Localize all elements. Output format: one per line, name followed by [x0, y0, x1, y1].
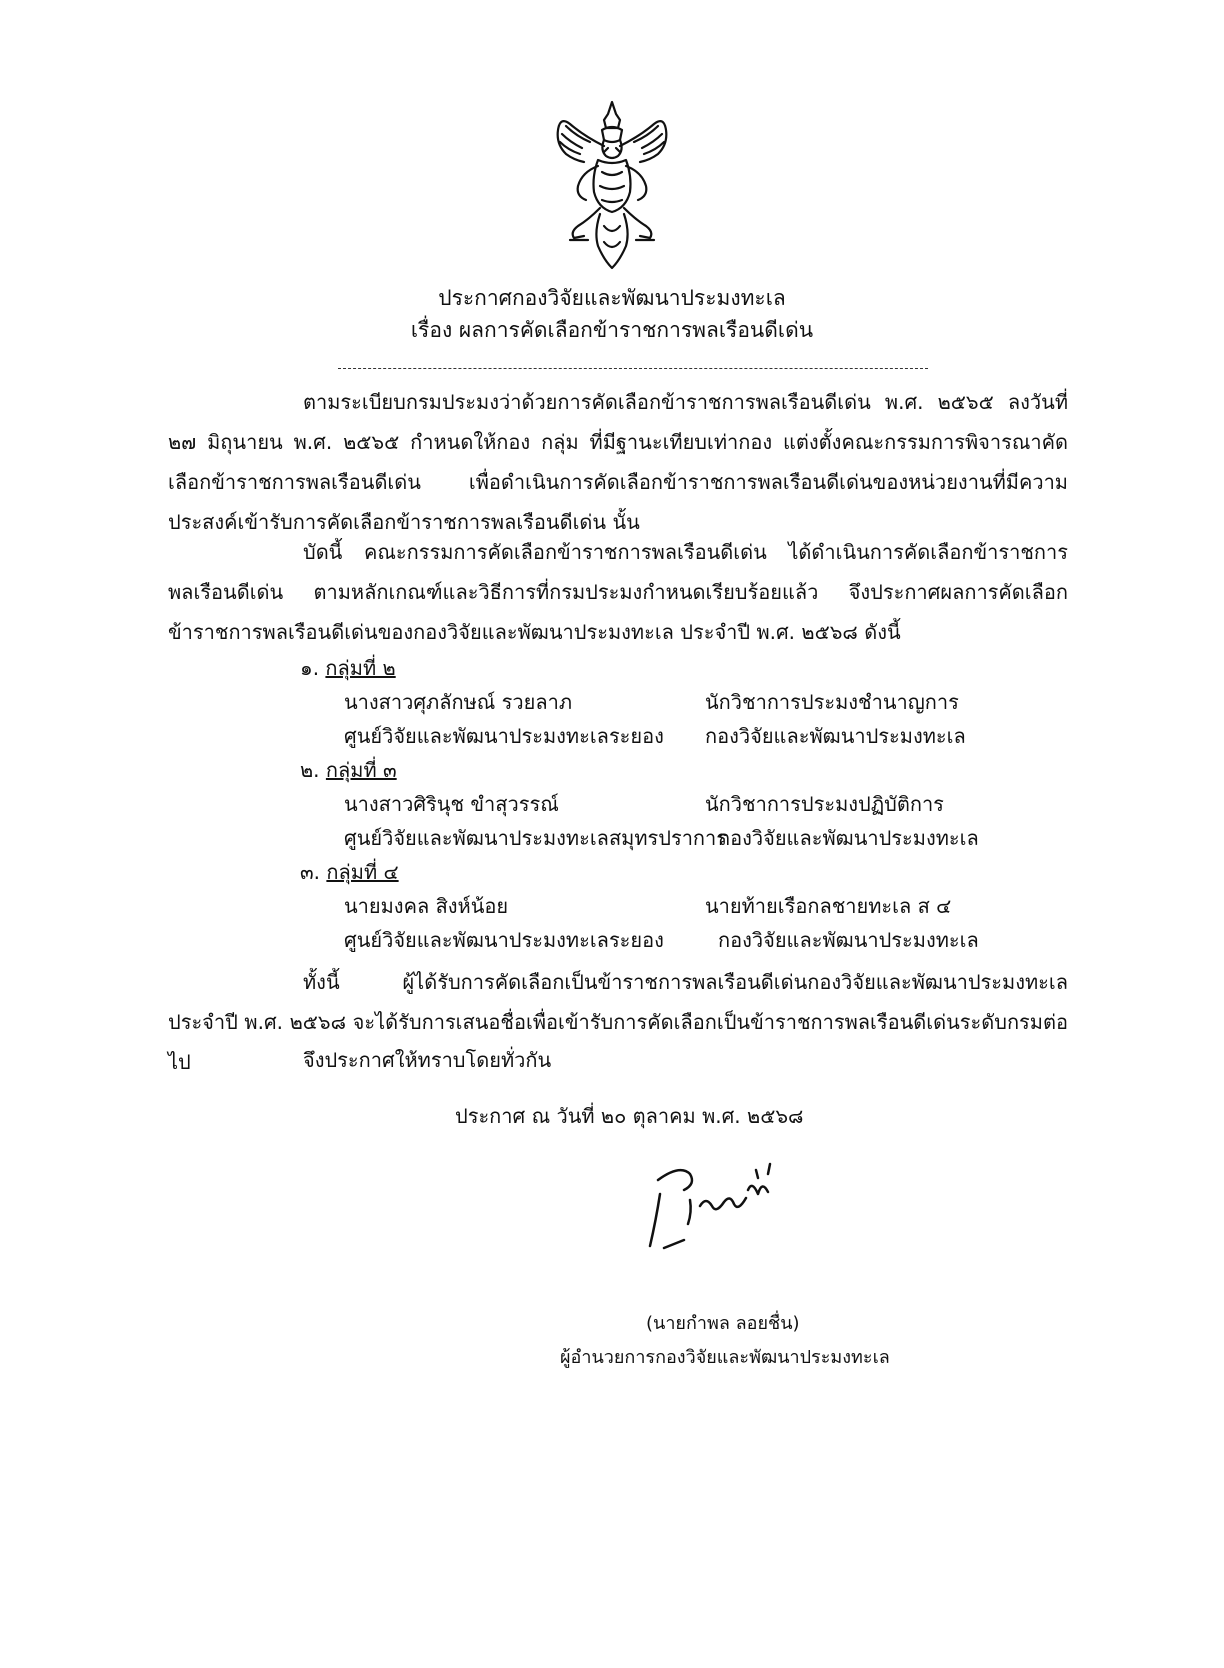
- group-1-name: นางสาวศุภลักษณ์ รวยลาภ: [344, 690, 573, 714]
- announcement-date: ประกาศ ณ วันที่ ๒๐ ตุลาคม พ.ศ. ๒๕๖๘: [455, 1104, 804, 1128]
- group-3-unit: ศูนย์วิจัยและพัฒนาประมงทะเลระยอง: [344, 928, 664, 952]
- group-3-name: นายมงคล สิงห์น้อย: [344, 894, 509, 918]
- group-1-position: นักวิชาการประมงชำนาญการ: [705, 690, 959, 714]
- paragraph-3: ทั้งนี้ ผู้ได้รับการคัดเลือกเป็นข้าราชการพลเรือนดีเด่นกองวิจัยและพัฒนาประมงทะเล ประจำปี พ.ศ. ๒๕๖๘ จะได้รับการเสนอชื่อเพื่อเข้ารับการคัดเลือกเป็นข้าราชการพลเรือนดีเด่นระดับกรมต่อไป: [168, 970, 1068, 1074]
- group-2-name: นางสาวศิรินุช ขำสุวรรณ์: [344, 792, 559, 816]
- group-3-division: กองวิจัยและพัฒนาประมงทะเล: [718, 928, 979, 952]
- group-1-heading: ๑. กลุ่มที่ ๒: [300, 656, 396, 680]
- group-3-position: นายท้ายเรือกลชายทะเล ส ๔: [705, 894, 952, 918]
- closing-statement: จึงประกาศให้ทราบโดยทั่วกัน: [303, 1048, 552, 1072]
- group-1-division: กองวิจัยและพัฒนาประมงทะเล: [705, 724, 966, 748]
- group-2-unit: ศูนย์วิจัยและพัฒนาประมงทะเลสมุทรปราการ: [344, 826, 728, 850]
- paragraph-2: บัดนี้ คณะกรรมการคัดเลือกข้าราชการพลเรือนดีเด่น ได้ดำเนินการคัดเลือกข้าราชการพลเรือนดีเด่น ตามหลักเกณฑ์และวิธีการที่กรมประมงกำหนดเรียบร้อยแล้ว จึงประกาศผลการคัดเลือกข้าราชการพลเรือนดีเด่นของกองวิจัยและพัฒนาประมงทะเล ประจำปี พ.ศ. ๒๕๖๘ ดังนี้: [168, 540, 1068, 644]
- group-3-heading: ๓. กลุ่มที่ ๔: [300, 860, 399, 884]
- separator-line: [338, 368, 928, 369]
- group-2-heading: ๒. กลุ่มที่ ๓: [300, 758, 397, 782]
- signer-name: (นายกำพล ลอยชื่น): [646, 1313, 800, 1334]
- announcement-subject: เรื่อง ผลการคัดเลือกข้าราชการพลเรือนดีเด่น: [410, 318, 814, 342]
- paragraph-1: ตามระเบียบกรมประมงว่าด้วยการคัดเลือกข้าราชการพลเรือนดีเด่น พ.ศ. ๒๕๖๕ ลงวันที่ ๒๗ มิถุนายน พ.ศ. ๒๕๖๕ กำหนดให้กอง กลุ่ม ที่มีฐานะเทียบเท่ากอง แต่งตั้งคณะกรรมการพิจารณาคัดเลือกข้าราชการพลเรือนดีเด่น เพื่อดำเนินการคัดเลือกข้าราชการพลเรือนดีเด่นของหน่วยงานที่มีความประสงค์เข้ารับการคัดเลือกข้าราชการพลเรือนดีเด่น นั้น: [168, 390, 1068, 534]
- group-2-position: นักวิชาการประมงปฏิบัติการ: [705, 792, 944, 816]
- handwritten-signature-icon: [640, 1150, 820, 1260]
- garuda-emblem-icon: [548, 96, 676, 274]
- announcement-title: ประกาศกองวิจัยและพัฒนาประมงทะเล: [438, 286, 786, 310]
- group-2-division: กองวิจัยและพัฒนาประมงทะเล: [718, 826, 979, 850]
- signer-title: ผู้อำนวยการกองวิจัยและพัฒนาประมงทะเล: [560, 1347, 890, 1368]
- group-1-unit: ศูนย์วิจัยและพัฒนาประมงทะเลระยอง: [344, 724, 664, 748]
